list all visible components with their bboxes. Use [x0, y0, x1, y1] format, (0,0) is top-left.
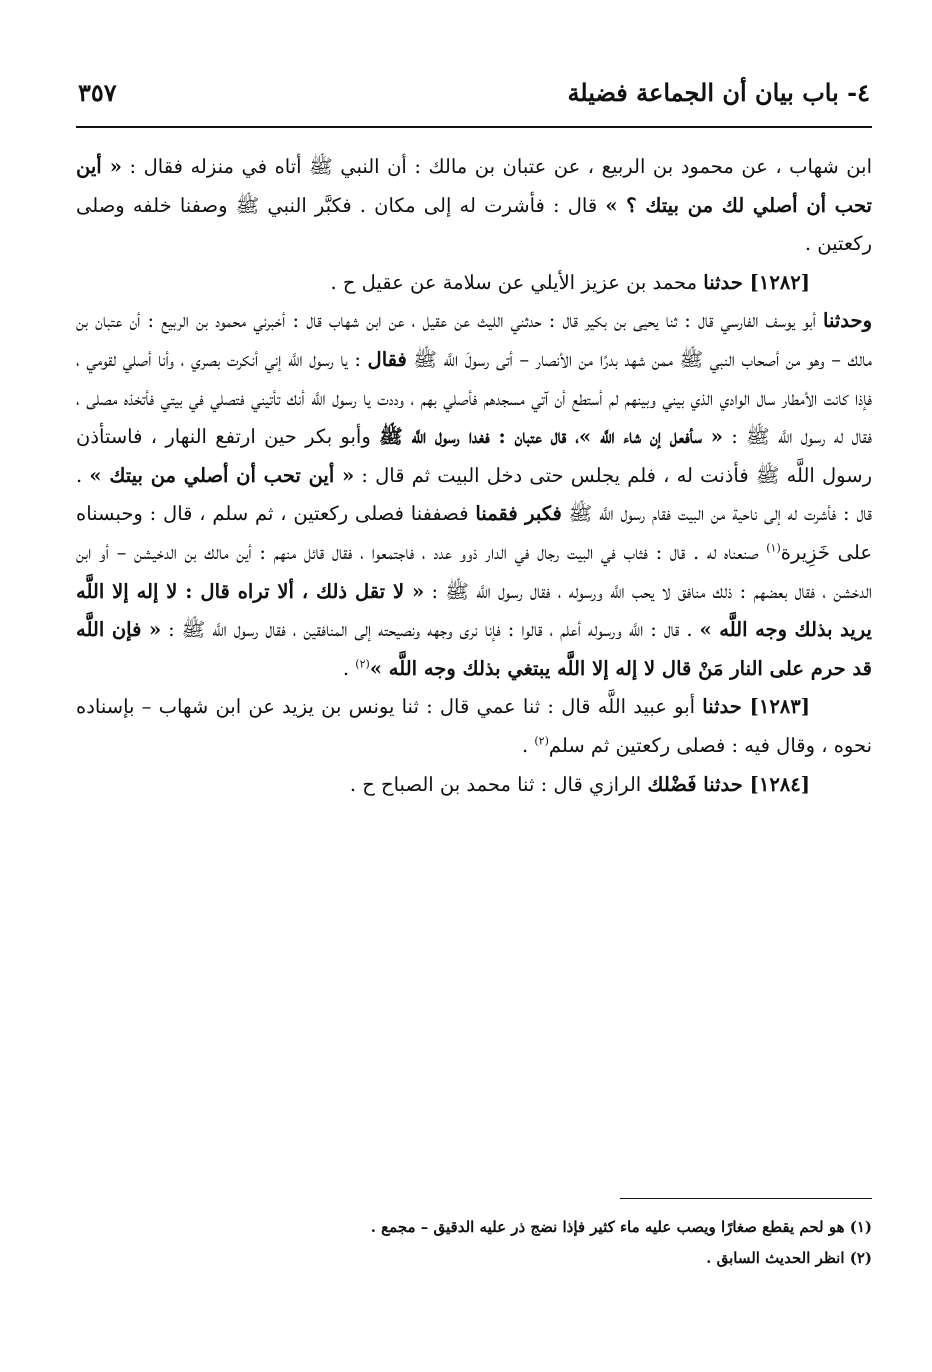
- paragraph-1: ابن شهاب ، عن محمود بن الربيع ، عن عتبان بن مالك : أن النبي ﷺ أتاه في منزله فقال : « أين تحب أن أصلي لك من بيتك ؟ » قال : فأشرت له إلى مكان . فكبَّر النبي ﷺ وصفنا خلفه وصلى ركعتين .: [76, 155, 872, 256]
- footnote-1: (١) هو لحم يقطع صغارًا ويصب عليه ماء كثير فإذا نضج ذر عليه الدقيق – مجمع .: [370, 1218, 872, 1236]
- footnotes: [76, 1212, 872, 1274]
- footnote-ref-1: (١): [766, 541, 781, 555]
- main-text: [76, 148, 872, 804]
- footnote-ref-2: (٢): [355, 657, 370, 671]
- header-divider: [76, 126, 872, 128]
- chapter-title: ٤- باب بيان أن الجماعة فضيلة: [567, 78, 870, 107]
- paragraph-3: وحدثنا أبو يوسف الفارسي قال : ثنا يحيى بن بكير قال : حدثني الليث عن عقيل ، عن ابن شهاب قال : أخبرني محمود بن الربيع : أن عتبان بن مالك – وهو من أصحاب النبي ﷺ ممن شهد بدرًا من الأنصار – أتى رسولَ اللَّه ﷺ فقال : يا رسول اللَّه إني أنكرت بصري ، وأنا أصلي لقومي ، فإذا كانت الأمطار سال الوادي الذي بيني وبينهم لم أستطع أن آتي مسجدهم فأصلي بهم ، وددت يا رسول اللَّه أنك تأتيني فتصلي في بيتي فأتخذه مصلى ، فقال له رسول اللَّه ﷺ : « سأفعل إن شاء اللَّه »، قال عتبان : فغدا رسول اللَّه ﷺ وأبو بكر حين ارتفع النهار ، فاستأذن رسول اللَّه ﷺ فأذنت له ، فلم يجلس حتى دخل البيت ثم قال : « أين تحب أن أصلي من بيتك » . قال : فأشرت له إلى ناحية من البيت فقام رسول اللَّه ﷺ فكبر فقمنا فصففنا فصلى ركعتين ، ثم سلم ، قال : وحبسناه على خَزِيرة$^{(١)}$ صنعناه له . قال : فثاب في البيت رجال في الدار ذوو عدد ، فاجتمعوا ، فقال قائل منهم : أين مالك بن الدخيشن – أو ابن الدخشن ، فقال بعضهم : ذلك منافق لا يحب اللَّه ورسوله ، فقال رسول اللَّه ﷺ : « لا تقل ذلك ، ألا تراه قال : لا إله إلا اللَّه يريد بذلك وجه اللَّه » . قال : اللَّه ورسوله أعلم ، قالوا : فإنا نرى وجهه ونصيحته إلى المنافقين ، فقال رسول اللَّه ﷺ : « فإن اللَّه قد حرم على النار مَنْ قال لا إله إلا اللَّه يبتغي بذلك وجه اللَّه »$^{(٢)}$ .: [76, 309, 873, 680]
- hadith-1283: [١٢٨٣] حدثنا أبو عبيد اللَّه قال : ثنا عمي قال : ثنا يونس بن يزيد عن ابن شهاب – بإسناده نحوه ، وقال فيه : فصلى ركعتين ثم سلم$^{(٢)}$ .: [76, 695, 872, 757]
- hadith-1282: [١٢٨٢] حدثنا محمد بن عزيز الأيلي عن سلامة عن عقيل ح .: [330, 270, 810, 294]
- footnote-ref-2b: (٢): [534, 734, 549, 748]
- page-number: ٣٥٧: [78, 78, 117, 107]
- footnote-2: (٢) انظر الحديث السابق .: [706, 1249, 872, 1267]
- footnote-divider: [620, 1198, 872, 1199]
- page-header: [78, 78, 870, 118]
- hadith-1284: [١٢٨٤] حدثنا فَضْلك الرازي قال : ثنا محمد بن الصباح ح .: [349, 772, 810, 796]
